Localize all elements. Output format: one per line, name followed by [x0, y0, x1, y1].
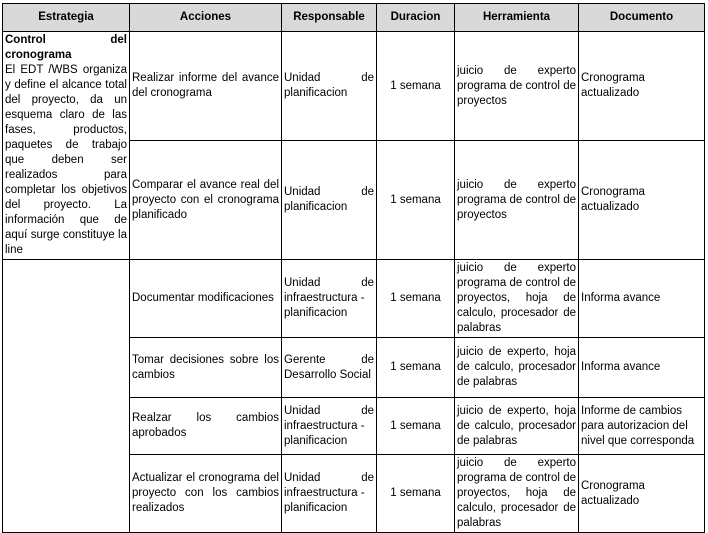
documento-cell: Informa avance: [579, 260, 705, 338]
responsable-rest: infraestructura - planificacion: [284, 292, 365, 319]
documento-cell: Cronograma actualizado: [579, 141, 705, 260]
responsable-rest: planificacion: [284, 87, 348, 100]
strategy-table: [2, 3, 705, 533]
documento-cell: Informe de cambios para autorizacion del nivel que corresponda: [579, 398, 705, 455]
responsable-rest: infraestructura - planificacion: [284, 419, 365, 447]
documento-cell: Informa avance: [579, 338, 705, 398]
herramienta-cell: juicio de experto programa de control de proyectos, hoja de calculo, procesador de palabras: [455, 260, 579, 338]
responsable-rest: planificacion: [284, 201, 348, 214]
responsable-cell: [282, 338, 377, 398]
header-duracion: Duracion: [377, 4, 455, 32]
header-acciones: Acciones: [130, 4, 282, 32]
header-estrategia: Estrategia: [3, 4, 130, 32]
herramienta-cell: juicio de experto programa de control de proyectos: [455, 141, 579, 260]
responsable-rest: Desarrollo Social: [284, 368, 371, 381]
strategy-empty-cell: [3, 260, 130, 533]
responsable-line1: Unidad de: [284, 72, 374, 85]
duracion-cell: 1 semana: [377, 260, 455, 338]
header-row: [3, 4, 705, 32]
herramienta-cell: juicio de experto, hoja de calculo, procesador de palabras: [455, 338, 579, 398]
accion-cell: Realzar los cambios aprobados: [130, 398, 282, 455]
accion-cell: Tomar decisiones sobre los cambios: [130, 338, 282, 398]
responsable-line1: Unidad de: [284, 472, 374, 484]
responsable-cell: [282, 141, 377, 260]
duracion-cell: 1 semana: [377, 338, 455, 398]
responsable-cell: [282, 455, 377, 533]
header-responsable: Responsable: [282, 4, 377, 32]
strategy-title: Control del cronograma: [5, 34, 127, 61]
responsable-cell: [282, 32, 377, 141]
table-row: [3, 32, 705, 141]
accion-cell: Actualizar el cronograma del proyecto con los cambios realizados: [130, 455, 282, 533]
duracion-cell: 1 semana: [377, 398, 455, 455]
herramienta-cell: juicio de experto programa de control de proyectos, hoja de calculo, procesador de palabras: [455, 455, 579, 533]
table-row: [3, 260, 705, 338]
responsable-line1: Unidad de: [284, 277, 374, 289]
duracion-cell: 1 semana: [377, 141, 455, 260]
herramienta-cell: juicio de experto programa de control de proyectos: [455, 32, 579, 141]
responsable-cell: [282, 398, 377, 455]
documento-cell: Cronograma actualizado: [579, 455, 705, 533]
strategy-cell: [3, 32, 130, 260]
responsable-line1: Gerente de: [284, 353, 374, 366]
header-documento: Documento: [579, 4, 705, 32]
accion-cell: Realizar informe del avance del cronograma: [130, 32, 282, 141]
responsable-rest: infraestructura - planificacion: [284, 487, 365, 514]
responsable-line1: Unidad de: [284, 186, 374, 199]
herramienta-cell: juicio de experto, hoja de calculo, procesador de palabras: [455, 398, 579, 455]
accion-cell: Comparar el avance real del proyecto con el cronograma planificado: [130, 141, 282, 260]
strategy-text: El EDT /WBS organiza y define el alcance total del proyecto, da un esquema claro de las fases, productos, paquetes de trabajo que deben ser realizados para completar los objetivos del proyecto. La información que de aquí surge constituye la line: [5, 64, 127, 256]
duracion-cell: 1 semana: [377, 32, 455, 141]
duracion-cell: 1 semana: [377, 455, 455, 533]
responsable-cell: [282, 260, 377, 338]
header-herramienta: Herramienta: [455, 4, 579, 32]
accion-cell: Documentar modificaciones: [130, 260, 282, 338]
documento-cell: Cronograma actualizado: [579, 32, 705, 141]
responsable-line1: Unidad de: [284, 404, 374, 417]
